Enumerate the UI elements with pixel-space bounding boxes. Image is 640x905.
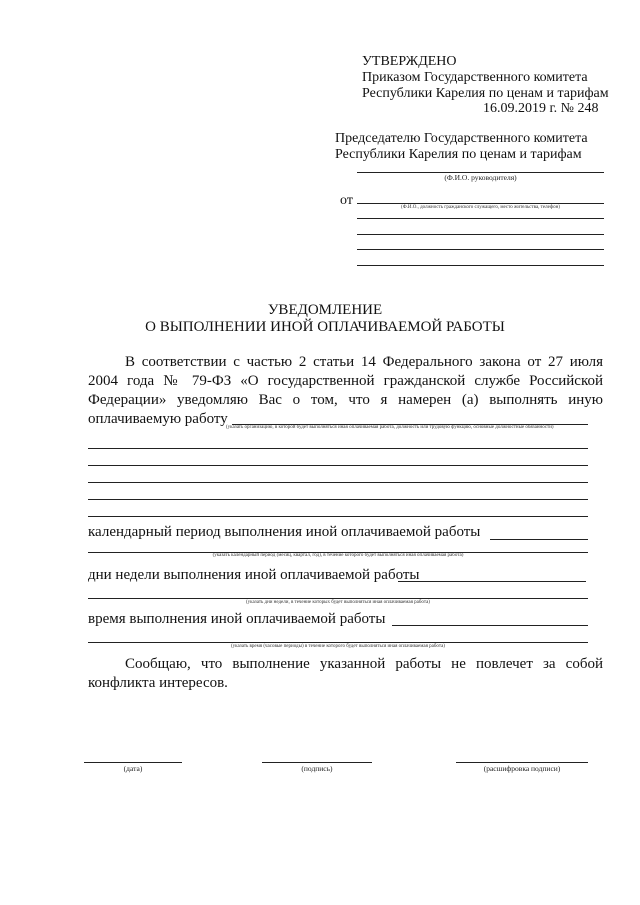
weekdays-line-2	[88, 598, 588, 599]
work-line-3	[88, 465, 588, 466]
work-line-6	[88, 516, 588, 517]
time-line-2	[88, 642, 588, 643]
conclusion-line-2: конфликта интересов.	[88, 675, 228, 691]
weekdays-label: дни недели выполнения иной оплачиваемой работы	[88, 567, 420, 583]
decoding-line	[456, 762, 588, 763]
from-line-2	[357, 218, 604, 219]
work-line-2	[88, 448, 588, 449]
approval-line-1: Приказом Государственного комитета	[362, 70, 588, 85]
head-name-caption: (Ф.И.О. руководителя)	[444, 173, 517, 182]
period-line-1	[490, 539, 588, 540]
signature-caption: (подпись)	[301, 764, 333, 773]
approval-line-2: Республики Карелия по ценам и тарифам	[362, 86, 609, 101]
intro-line-2: 2004 года № 79-ФЗ «О государственной гражданской службе Российской	[88, 373, 603, 389]
notice-heading: УВЕДОМЛЕНИЕ	[267, 302, 383, 318]
work-line-4	[88, 482, 588, 483]
from-caption: (Ф.И.О., должность гражданского служащего, место жительства, телефон)	[401, 205, 560, 210]
intro-line-4: оплачиваемую работу	[88, 411, 228, 427]
time-line-1	[392, 625, 588, 626]
period-caption: (указать календарный период (месяц, квартал, год), в течение которого будет выполняться иная оплачиваемая работа)	[212, 553, 464, 558]
date-caption: (дата)	[123, 764, 143, 773]
period-label: календарный период выполнения иной оплачиваемой работы	[88, 524, 481, 540]
from-line-5	[357, 265, 604, 266]
intro-line-1: В соответствии с частью 2 статьи 14 Федерального закона от 27 июля	[125, 354, 603, 370]
addressee-line-2: Республики Карелия по ценам и тарифам	[335, 147, 582, 162]
from-line-1	[357, 203, 604, 204]
weekdays-caption: (указать дни недели, в течение которых будет выполняться иная оплачиваемая работа)	[246, 600, 430, 605]
addressee-line-1: Председателю Государственного комитета	[335, 131, 588, 146]
approval-date-number: 16.09.2019 г. № 248	[483, 101, 599, 116]
from-line-4	[357, 249, 604, 250]
approval-title: УТВЕРЖДЕНО	[362, 54, 457, 69]
signature-line	[262, 762, 372, 763]
intro-line-3: Федерации» уведомляю Вас о том, что я намерен (а) выполнять иную	[88, 392, 603, 408]
time-caption: (указать время (часовые периоды) в течение которого будет выполняться иная оплачиваемая работа)	[231, 644, 445, 649]
conclusion-line-1: Сообщаю, что выполнение указанной работы не повлечет за собой	[125, 656, 603, 672]
from-line-3	[357, 234, 604, 235]
weekdays-line-1	[398, 581, 586, 582]
decoding-caption: (расшифровка подписи)	[483, 764, 561, 773]
date-line	[84, 762, 182, 763]
time-label: время выполнения иной оплачиваемой работы	[88, 611, 386, 627]
work-caption: (указать организацию, в которой будет выполняться иная оплачиваемая работа, должность или трудовую функцию, основные должностные обязанности)	[226, 425, 554, 430]
notice-subheading: О ВЫПОЛНЕНИИ ИНОЙ ОПЛАЧИВАЕМОЙ РАБОТЫ	[145, 319, 505, 335]
work-line-5	[88, 499, 588, 500]
from-label: от	[340, 193, 353, 208]
